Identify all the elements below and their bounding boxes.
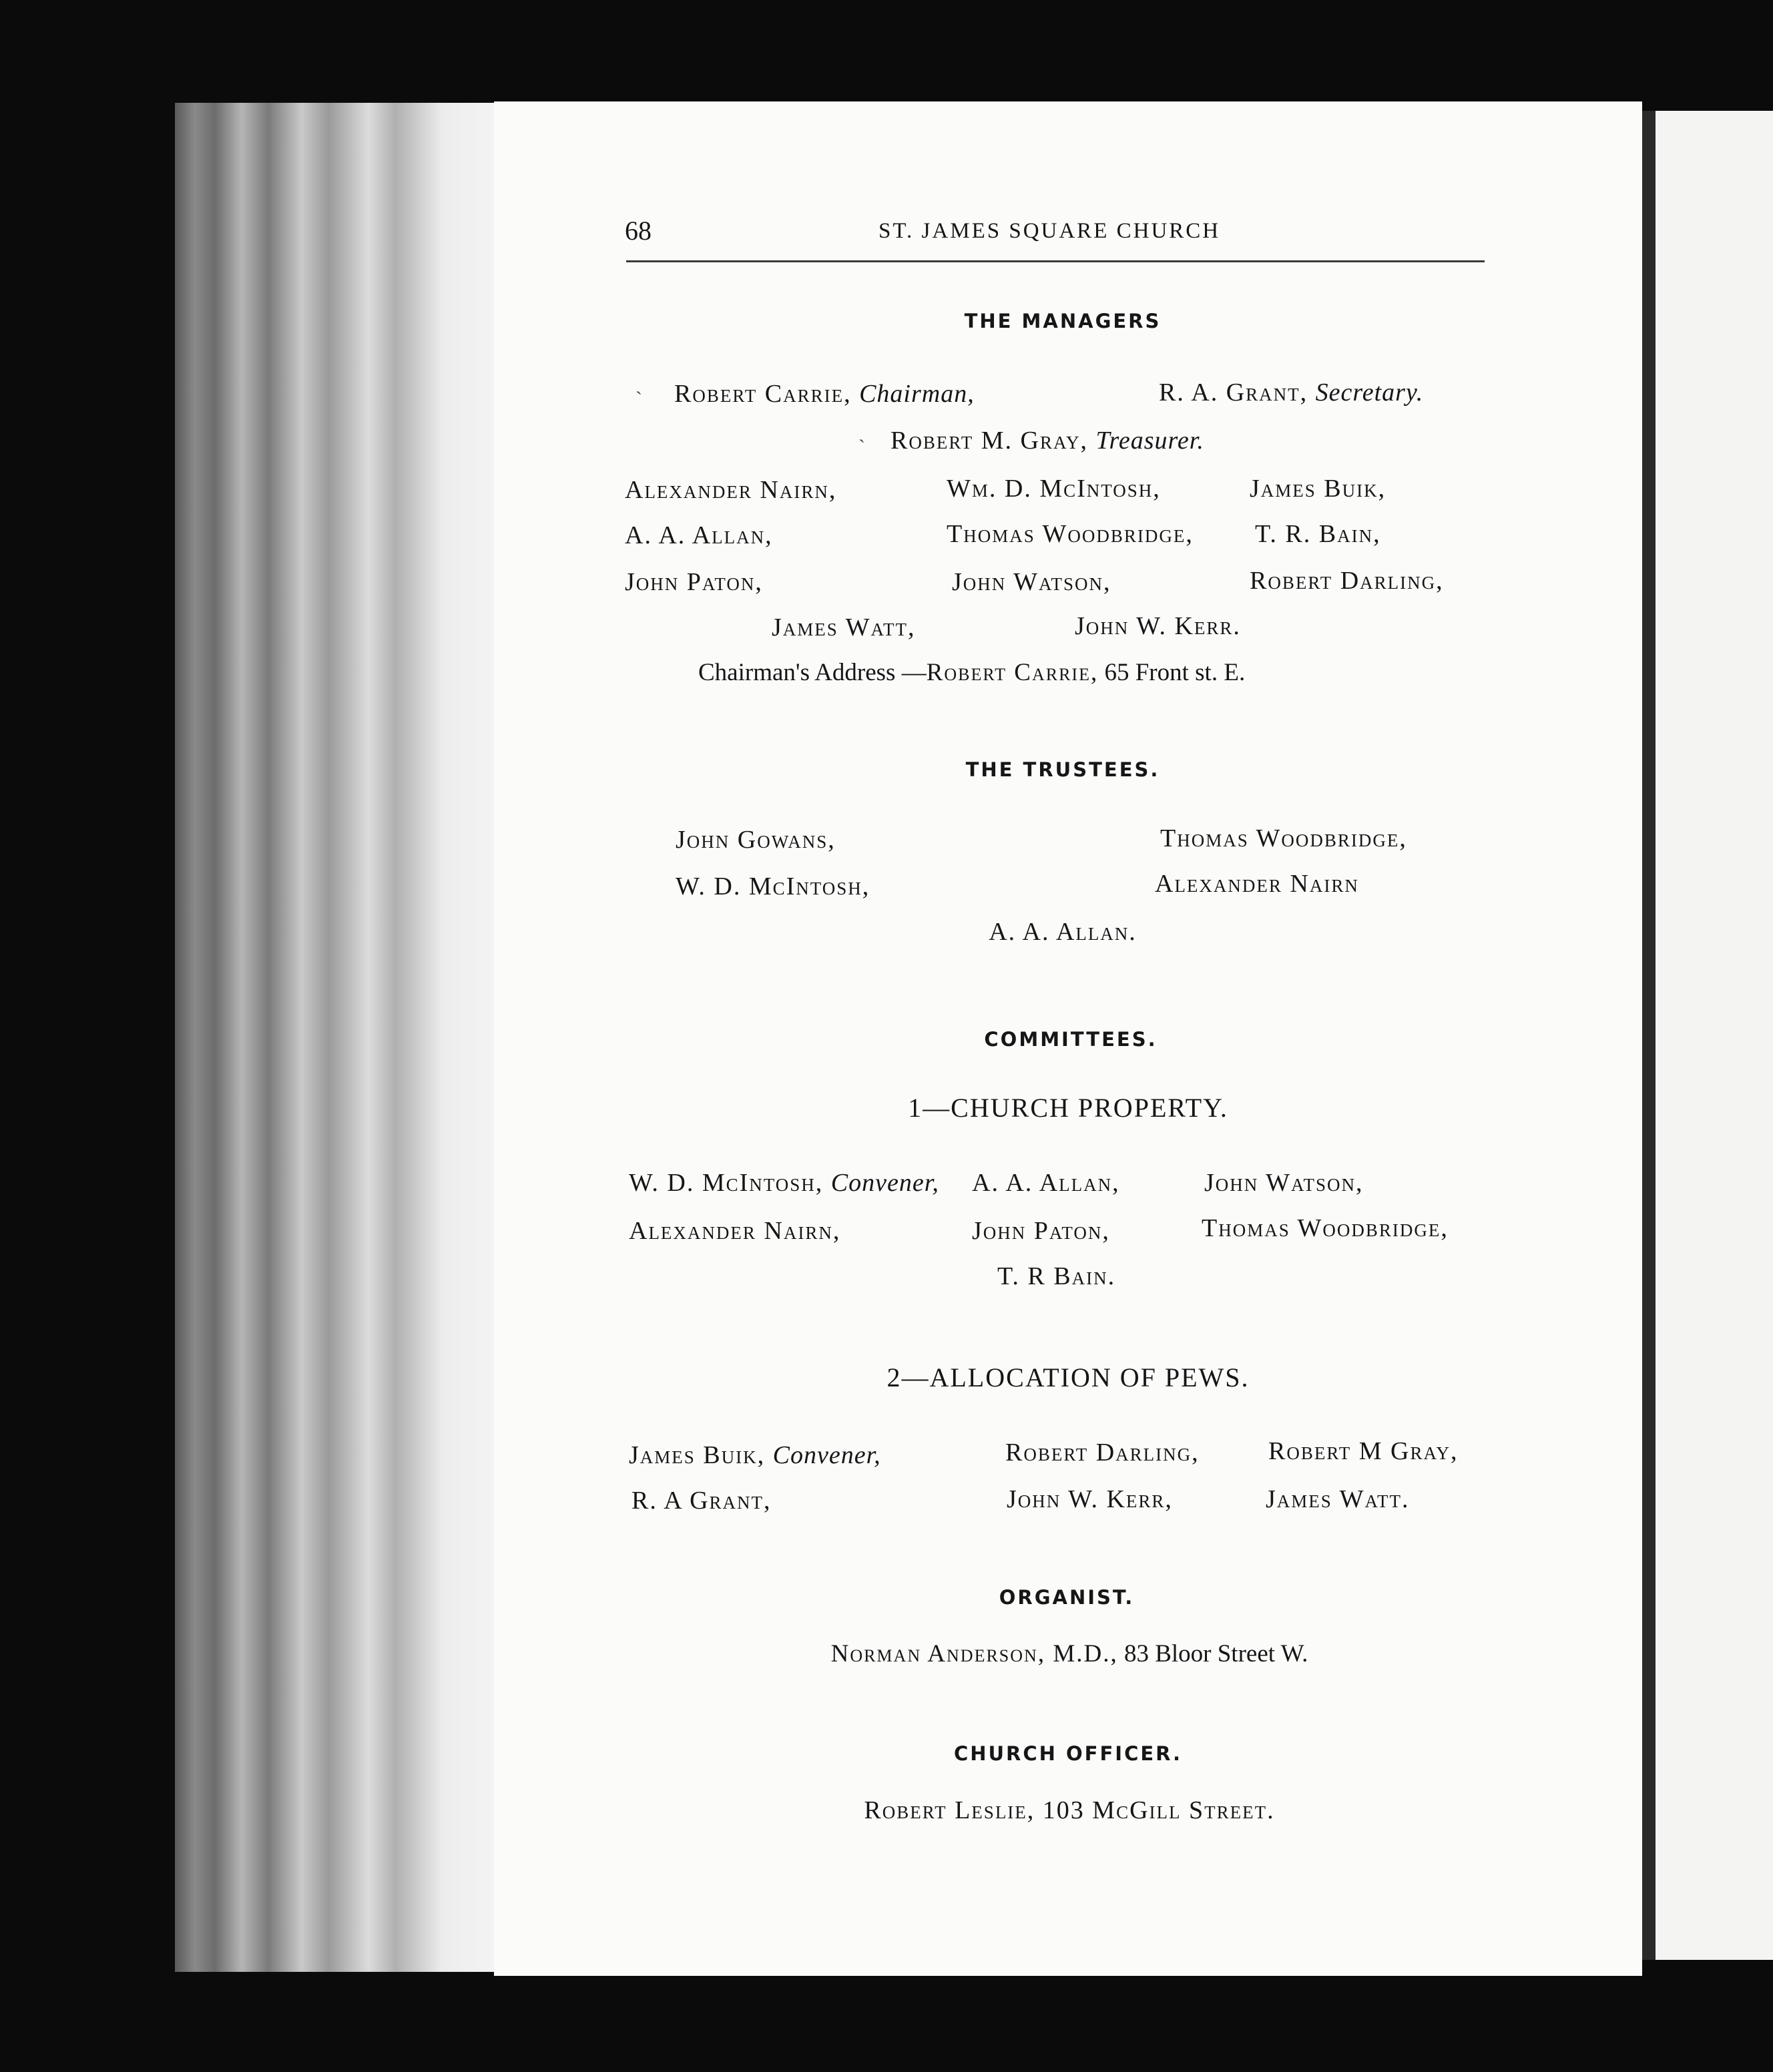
manager-name: T. R. Bain, [1255,520,1381,548]
managers-heading: THE MANAGERS [964,310,1162,332]
church-officer-line: Robert Leslie, 103 McGill Street. [864,1796,1275,1824]
committee-member: James Watt. [1266,1485,1410,1513]
manager-name: A. A. Allan, [625,521,773,549]
committee-member: Alexander Nairn, [629,1217,841,1245]
committee-member: John Watson, [1204,1169,1364,1197]
manager-name: James Buik, [1250,475,1386,503]
organist-line: Norman Anderson, M.D., 83 Bloor Street W. [830,1640,1308,1667]
manager-name: John Paton, [625,568,763,596]
manager-name: Wm. D. McIntosh, [947,475,1161,503]
running-title: ST. JAMES SQUARE CHURCH [878,219,1221,243]
trustee-name: Thomas Woodbridge, [1160,824,1407,852]
committee-member: John Paton, [972,1217,1110,1245]
manager-name: John W. Kerr. [1075,612,1241,640]
book-page-edges [175,103,509,1972]
committee-member: A. A. Allan, [972,1169,1120,1197]
committees-heading: COMMITTEES. [984,1028,1158,1051]
margin-tick-mark: ˴ [858,427,865,449]
organist-heading: ORGANIST. [999,1586,1135,1609]
church-property-title: 1—CHURCH PROPERTY. [908,1093,1228,1123]
committee-member: Robert Darling, [1005,1439,1200,1467]
chairman-address: Chairman's Address —Robert Carrie, 65 Front st. E. [698,659,1246,686]
margin-tick-mark: ˴ [636,379,642,401]
manager-name: John Watson, [952,568,1111,596]
manager-name: Thomas Woodbridge, [947,520,1194,548]
header-rule [626,260,1485,262]
pews-convener: James Buik, Convener, [629,1441,881,1469]
church-officer-heading: CHURCH OFFICER. [953,1742,1183,1765]
page-number: 68 [625,216,652,246]
manager-name: James Watt, [772,613,916,641]
managers-secretary: R. A. Grant, Secretary. [1159,378,1424,407]
committee-member: T. R Bain. [997,1262,1116,1290]
property-convener: W. D. McIntosh, Convener, [629,1169,939,1197]
committee-member: Robert M Gray, [1268,1437,1459,1465]
managers-chairman: Robert Carrie, Chairman, [674,380,975,408]
book-gutter [1642,111,1656,1960]
managers-treasurer: Robert M. Gray, Treasurer. [891,427,1204,455]
committee-member: John W. Kerr, [1007,1485,1173,1513]
committee-member: R. A Grant, [631,1487,772,1515]
facing-page [1656,111,1773,1960]
committee-member: Thomas Woodbridge, [1202,1214,1449,1242]
trustee-name: John Gowans, [676,826,836,854]
trustee-name: A. A. Allan. [989,918,1137,946]
trustee-name: W. D. McIntosh, [676,872,870,900]
pews-title: 2—ALLOCATION OF PEWS. [886,1362,1250,1392]
manager-name: Robert Darling, [1250,567,1444,595]
trustees-heading: THE TRUSTEES. [965,758,1160,781]
trustee-name: Alexander Nairn [1155,870,1359,898]
manager-name: Alexander Nairn, [625,476,837,504]
